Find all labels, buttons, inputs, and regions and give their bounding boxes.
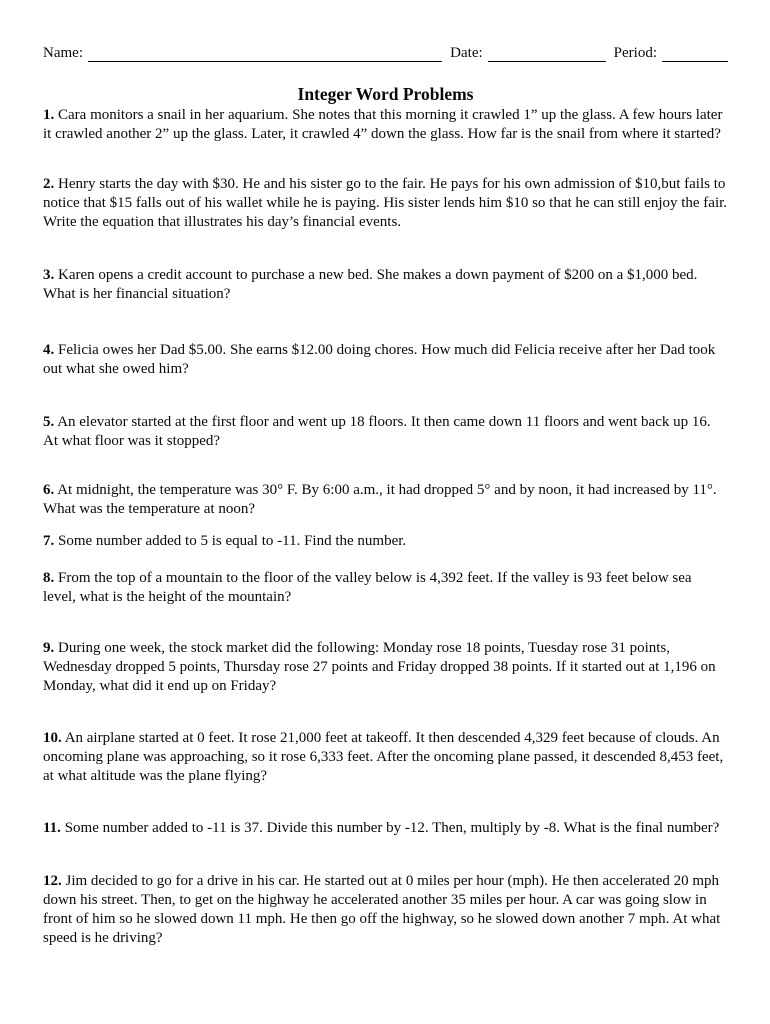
name-label: Name: — [43, 45, 83, 61]
problem-number: 8. — [43, 570, 55, 586]
problem-text: Some number added to -11 is 37. Divide this number by -12. Then, multiply by -8. What is the final number? — [64, 820, 720, 836]
problem-number: 3. — [43, 267, 55, 283]
period-blank-line — [662, 46, 728, 62]
problem-text: An elevator started at the first floor and went up 18 floors. It then came down 11 floors and went back up 16. At what floor was it stopped? — [43, 414, 711, 449]
problem-item-9 — [43, 639, 728, 696]
date-blank-line — [488, 46, 606, 62]
problem-item-4 — [43, 341, 728, 379]
problem-item-12 — [43, 872, 728, 948]
problem-text: Some number added to 5 is equal to -11. Find the number. — [58, 533, 407, 549]
problem-number: 4. — [43, 342, 55, 358]
problem-item-5 — [43, 413, 728, 451]
problem-number: 7. — [43, 533, 55, 549]
problem-number: 11. — [43, 820, 61, 836]
problem-number: 12. — [43, 873, 62, 889]
problem-item-6 — [43, 481, 728, 519]
period-label: Period: — [613, 45, 657, 61]
problem-text: Felicia owes her Dad $5.00. She earns $12.00 doing chores. How much did Felicia receive after her Dad took out what she owed him? — [43, 342, 716, 377]
problem-number: 6. — [43, 482, 55, 498]
problem-text: An airplane started at 0 feet. It rose 21,000 feet at takeoff. It then descended 4,329 feet because of clouds. An oncoming plane was approaching, so it rose 6,333 feet. After the oncoming plane passed, it descended 8,453 feet, at what altitude was the plane flying? — [43, 730, 724, 784]
problem-number: 10. — [43, 730, 62, 746]
problem-number: 9. — [43, 640, 55, 656]
date-label: Date: — [450, 45, 483, 61]
page-title: Integer Word Problems — [297, 84, 474, 104]
header-fields — [43, 44, 728, 62]
problem-text: During one week, the stock market did the following: Monday rose 18 points, Tuesday rose 31 points, Wednesday dropped 5 points, Thursday rose 27 points and Friday dropped 38 points. If it started out at 1,196 on Monday, what did it end up on Friday? — [43, 640, 716, 694]
problem-item-3 — [43, 266, 728, 304]
problem-item-7 — [43, 532, 728, 551]
problem-item-8 — [43, 569, 728, 607]
problem-number: 5. — [43, 414, 55, 430]
problem-text: From the top of a mountain to the floor of the valley below is 4,392 feet. If the valley is 93 feet below sea level, what is the height of the mountain? — [43, 570, 692, 605]
name-blank-line — [88, 46, 442, 62]
problem-text: At midnight, the temperature was 30° F. By 6:00 a.m., it had dropped 5° and by noon, it had increased by 11°. What was the temperature at noon? — [43, 482, 717, 517]
problem-item-10 — [43, 729, 728, 786]
problem-item-11 — [43, 819, 728, 838]
problem-text: Cara monitors a snail in her aquarium. She notes that this morning it crawled 1” up the glass. A few hours later it crawled another 2” up the glass. Later, it crawled 4” down the glass. How far is the snail from where it started? — [43, 107, 723, 142]
problem-list — [43, 106, 728, 948]
problem-item-1 — [43, 106, 728, 144]
problem-text: Karen opens a credit account to purchase a new bed. She makes a down payment of $200 on a $1,000 bed. What is her financial situation? — [43, 267, 698, 302]
problem-number: 2. — [43, 176, 55, 192]
problem-text: Henry starts the day with $30. He and his sister go to the fair. He pays for his own admission of $10,but fails to notice that $15 falls out of his wallet while he is paying. His sister lends him $10 so that he can still enjoy the fair. Write the equation that illustrates his day’s financial events. — [43, 176, 728, 230]
problem-number: 1. — [43, 107, 55, 123]
problem-text: Jim decided to go for a drive in his car. He started out at 0 miles per hour (mph). He then accelerated 20 mph down his street. Then, to get on the highway he accelerated another 35 miles per hour. A car was going slow in front of him so he slowed down 11 mph. He then go off the highway, so he slowed down another 7 mph. At what speed is he driving? — [43, 873, 721, 946]
problem-item-2 — [43, 175, 728, 232]
